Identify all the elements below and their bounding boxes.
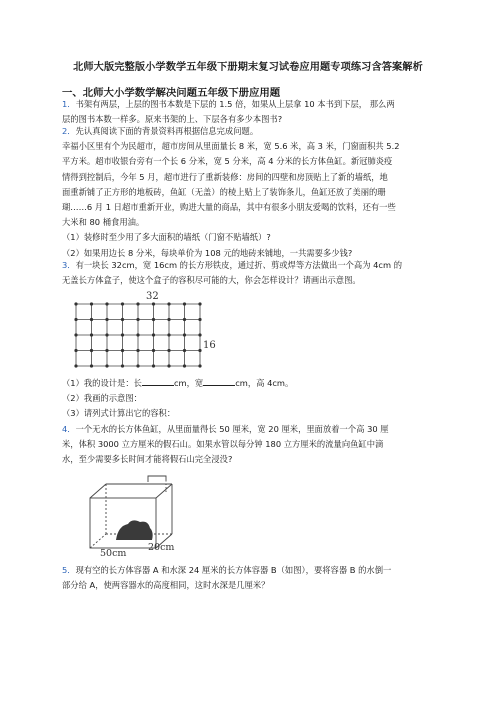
grid-dot: [105, 333, 108, 336]
answer-blank-length[interactable]: [142, 376, 174, 386]
grid-dot: [167, 349, 170, 352]
question-3: [62, 258, 440, 288]
question-text: 情得到控制后，今年 5 月，超市进行了重新装修：房间的四壁和房顶贴上了新的墙纸，地: [62, 171, 388, 182]
question-text: 瑚……6 月 1 日超市重新开业，购进大量的商品，其中有很多小朋友爱喝的饮料，还有一些: [62, 202, 396, 213]
grid-dot: [136, 333, 139, 336]
grid-dot: [121, 333, 124, 336]
grid-dot: [198, 349, 201, 352]
question-text: 大米和 80 桶食用油。: [62, 217, 145, 228]
question-number: 2．: [62, 126, 76, 136]
question-number: 4．: [62, 424, 76, 434]
water-pipe: [148, 476, 166, 482]
question-text: 面重新铺了正方形的地板砖，鱼缸（无盖）的棱上贴上了装饰条儿，鱼缸还放了美丽的珊: [62, 186, 386, 197]
question-number: 1．: [62, 99, 76, 109]
tank-width-label: 20cm: [148, 542, 175, 553]
grid-dot: [198, 302, 201, 305]
question-text: 部分给 A，使两容器水的高度相同，这时水深是几厘米？: [62, 580, 270, 591]
tank-length-label: 50cm: [100, 548, 127, 556]
question-1: [62, 97, 440, 127]
grid-dot: [121, 318, 124, 321]
grid-dot: [74, 349, 77, 352]
section-heading: 一、北师大小学数学解决问题五年级下册应用题: [62, 87, 281, 99]
grid-dot: [105, 349, 108, 352]
grid-dot: [183, 318, 186, 321]
grid-diagram: [70, 290, 220, 372]
sub-question: （1）装修时至少用了多大面积的墙纸（门窗不贴墙纸）?: [62, 232, 271, 243]
grid-dot: [121, 349, 124, 352]
grid-dot: [90, 364, 93, 367]
grid-dot: [136, 318, 139, 321]
grid-dot: [136, 349, 139, 352]
question-text: 水，至少需要多长时间才能将假石山完全浸没?: [62, 454, 233, 465]
answer-blank-width[interactable]: [203, 376, 235, 386]
question-number: 5．: [62, 565, 76, 575]
question-text: 有一块长 32cm，宽 16cm 的长方形铁皮，通过折、剪或焊等方法做出一个高为 4cm 的: [75, 260, 402, 270]
question-text: 幸福小区里有个为民超市，超市房间从里面量长 8 米，宽 5.6 米，高 3 米，门窗面积共 5.2: [62, 141, 400, 152]
grid-dot: [183, 302, 186, 305]
grid-dot: [90, 333, 93, 336]
grid-dot: [198, 318, 201, 321]
grid-dot: [152, 364, 155, 367]
grid-dot: [152, 349, 155, 352]
question-3-subs: [62, 376, 440, 422]
sub-question: （2）如果用边长 8 分米，每块单价为 108 元的地砖来铺地，一共需要多少钱?: [62, 247, 353, 258]
question-2: [62, 124, 440, 261]
grid-width-label: 32: [146, 291, 159, 302]
question-4: [62, 422, 440, 468]
grid-dot: [136, 364, 139, 367]
question-number: 3．: [62, 260, 76, 270]
grid-dot: [74, 302, 77, 305]
question-text: 先认真阅读下面的背景资料再根据信息完成问题。: [75, 126, 259, 136]
grid-dot: [183, 349, 186, 352]
grid-dot: [152, 318, 155, 321]
grid-dot: [90, 318, 93, 321]
question-text: 现有空的长方体容器 A 和水深 24 厘米的长方体容器 B（如图），要将容器 B 的水倒一: [75, 565, 392, 575]
sub-question: （2）我画的示意图：: [62, 393, 142, 404]
aquarium-diagram: [88, 470, 198, 556]
grid-dot: [167, 302, 170, 305]
sub-question: （3）请列式计算出它的容积：: [62, 408, 176, 419]
question-text: 一个无水的长方体鱼缸，从里面量得长 50 厘米，宽 20 厘米，里面放着一个高 30 厘: [75, 424, 389, 434]
question-text: 无盖长方体盒子，使这个盒子的容积尽可能的大，你会怎样设计？请画出示意图。: [62, 275, 361, 286]
grid-dot: [167, 364, 170, 367]
grid-dot: [105, 364, 108, 367]
grid-dot: [90, 302, 93, 305]
grid-dot: [105, 302, 108, 305]
grid-dot: [167, 333, 170, 336]
grid-dot: [198, 364, 201, 367]
grid-dot: [183, 364, 186, 367]
rockery-shape: [116, 520, 153, 540]
question-text: 书架有两层，上层的图书本数是下层的 1.5 倍，如果从上层拿 10 本书到下层， 那么两: [75, 99, 395, 109]
tank-edge: [90, 484, 106, 498]
grid-dot: [121, 364, 124, 367]
document-title: 北师大版完整版小学数学五年级下册期末复习试卷应用题专项练习含答案解析: [73, 62, 423, 73]
grid-dot: [136, 302, 139, 305]
grid-height-label: 16: [203, 340, 216, 351]
sub-question: （1）我的设计是：长 cm，宽 cm，高 4cm。: [62, 378, 294, 388]
grid-dot: [152, 302, 155, 305]
question-text: 平方米。超市收银台旁有一个长 6 分米，宽 5 分米，高 4 分米的长方体鱼缸。新冠肺炎疫: [62, 156, 393, 167]
grid-dot: [152, 333, 155, 336]
question-5: [62, 563, 440, 593]
question-text: 米，体积 3000 立方厘米的假石山。如果水管以每分钟 180 立方厘米的流量向鱼缸中滴: [62, 439, 384, 450]
grid-dot: [74, 318, 77, 321]
grid-dot: [105, 318, 108, 321]
grid-dot: [167, 318, 170, 321]
grid-dot: [121, 302, 124, 305]
grid-dot: [183, 333, 186, 336]
grid-dot: [90, 349, 93, 352]
grid-dot: [198, 333, 201, 336]
tank-hidden-edge: [90, 534, 106, 548]
tank-edge: [156, 484, 172, 498]
question-text: 层的图书本数一样多。原来书架的上、下层各有多少本图书?: [62, 114, 283, 125]
grid-dot: [74, 364, 77, 367]
grid-dot: [74, 333, 77, 336]
